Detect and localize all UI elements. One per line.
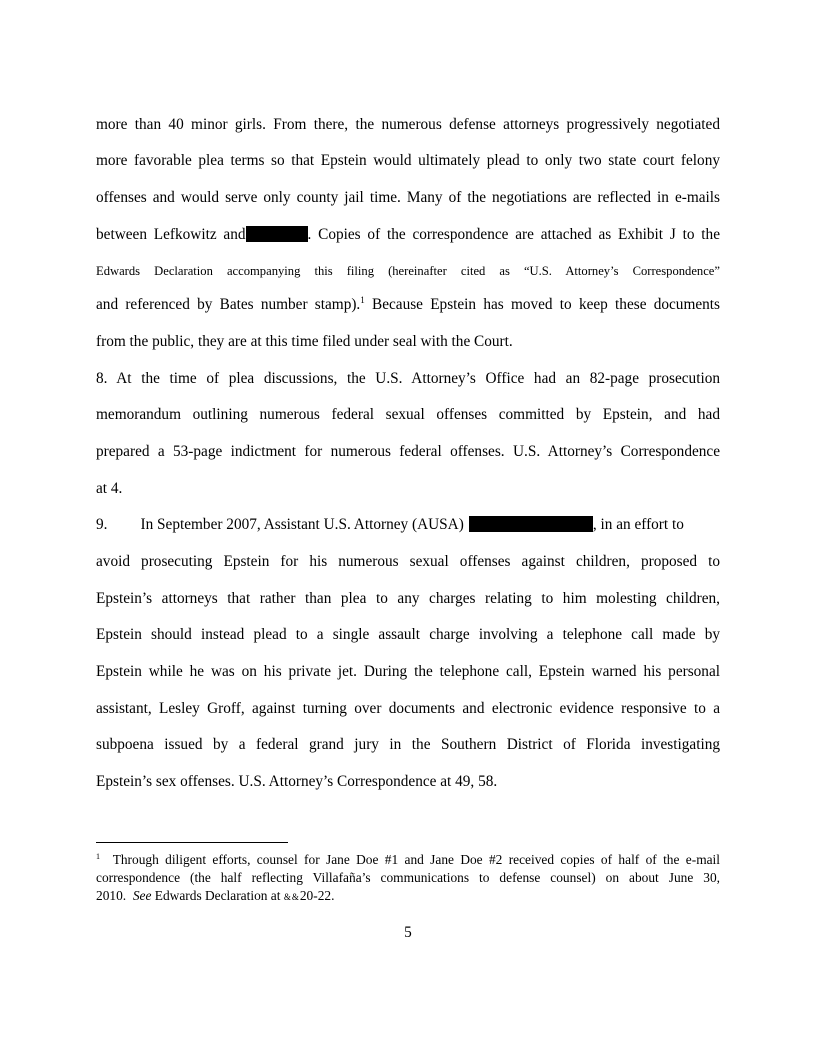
footnote-text-3b: Edwards Declaration at	[154, 888, 281, 903]
footnote-separator	[96, 842, 288, 843]
body-line-8: 8. At the time of plea discussions, the U.S. Attorney’s Office had an 82-page prosecution	[96, 370, 720, 387]
footnote-ref: 1	[360, 295, 365, 305]
body-line-3: offenses and would serve only county jail time. Many of the negotiations are reflected in e-mails	[96, 189, 720, 206]
footnote-see: See	[132, 888, 152, 903]
redaction-block	[246, 226, 308, 242]
body-line-19: Epstein’s sex offenses. U.S. Attorney’s Correspondence at 49, 58.	[96, 773, 498, 790]
section-symbol: &&	[283, 892, 300, 902]
body-line-5: Edwards Declaration accompanying this filing (hereinafter cited as “U.S. Attorney’s Correspondence”	[96, 264, 720, 278]
body-line-12-end: , in an effort to	[592, 516, 684, 533]
body-line-1: more than 40 minor girls. From there, the numerous defense attorneys progressively negotiated	[96, 116, 720, 133]
footnote-line-1	[96, 851, 720, 869]
body-line-11: at 4.	[96, 480, 123, 497]
body-line-9: memorandum outlining numerous federal sexual offenses committed by Epstein, and had	[96, 406, 720, 423]
footnote-text-1: Through diligent efforts, counsel for Jane Doe #1 and Jane Doe #2 received copies of half of the e-mail	[112, 852, 720, 867]
body-line-14: Epstein’s attorneys that rather than plea to any charges relating to him molesting children,	[96, 590, 720, 607]
body-line-6-end: Because Epstein has moved to keep these documents	[364, 296, 720, 313]
body-line-4-start: between Lefkowitz and	[96, 226, 246, 243]
body-line-13: avoid prosecuting Epstein for his numerous sexual offenses against children, proposed to	[96, 553, 720, 570]
footnote-text-3a: 2010.	[96, 888, 127, 903]
footnote-line-2: correspondence (the half reflecting Villafaña’s communications to defense counsel) on about June 30,	[96, 870, 720, 885]
body-line-6	[96, 294, 720, 316]
body-line-16: Epstein while he was on his private jet. During the telephone call, Epstein warned his personal	[96, 663, 720, 680]
body-line-15: Epstein should instead plead to a single assault charge involving a telephone call made by	[96, 626, 720, 643]
body-line-12	[96, 514, 720, 536]
body-line-7: from the public, they are at this time filed under seal with the Court.	[96, 333, 513, 350]
body-line-12-start: In September 2007, Assistant U.S. Attorney (AUSA)	[140, 516, 464, 533]
footnote-marker: 1	[96, 852, 100, 861]
body-line-2: more favorable plea terms so that Epstein would ultimately plead to only two state court felony	[96, 152, 720, 169]
body-line-17: assistant, Lesley Groff, against turning over documents and electronic evidence responsive to a	[96, 700, 720, 717]
footnote-line-3	[96, 887, 720, 905]
paragraph-number: 9.	[96, 516, 108, 533]
footnote-text-3c: 20-22.	[299, 888, 335, 903]
body-line-10: prepared a 53-page indictment for numerous federal offenses. U.S. Attorney’s Correspondence	[96, 443, 720, 460]
body-line-4	[96, 224, 720, 246]
body-line-4-end: . Copies of the correspondence are attached as Exhibit J to the	[307, 226, 720, 243]
body-line-18: subpoena issued by a federal grand jury in the Southern District of Florida investigating	[96, 736, 720, 753]
redaction-block	[469, 516, 593, 532]
body-line-6-start: and referenced by Bates number stamp).	[96, 296, 361, 313]
page-number: 5	[404, 924, 412, 941]
